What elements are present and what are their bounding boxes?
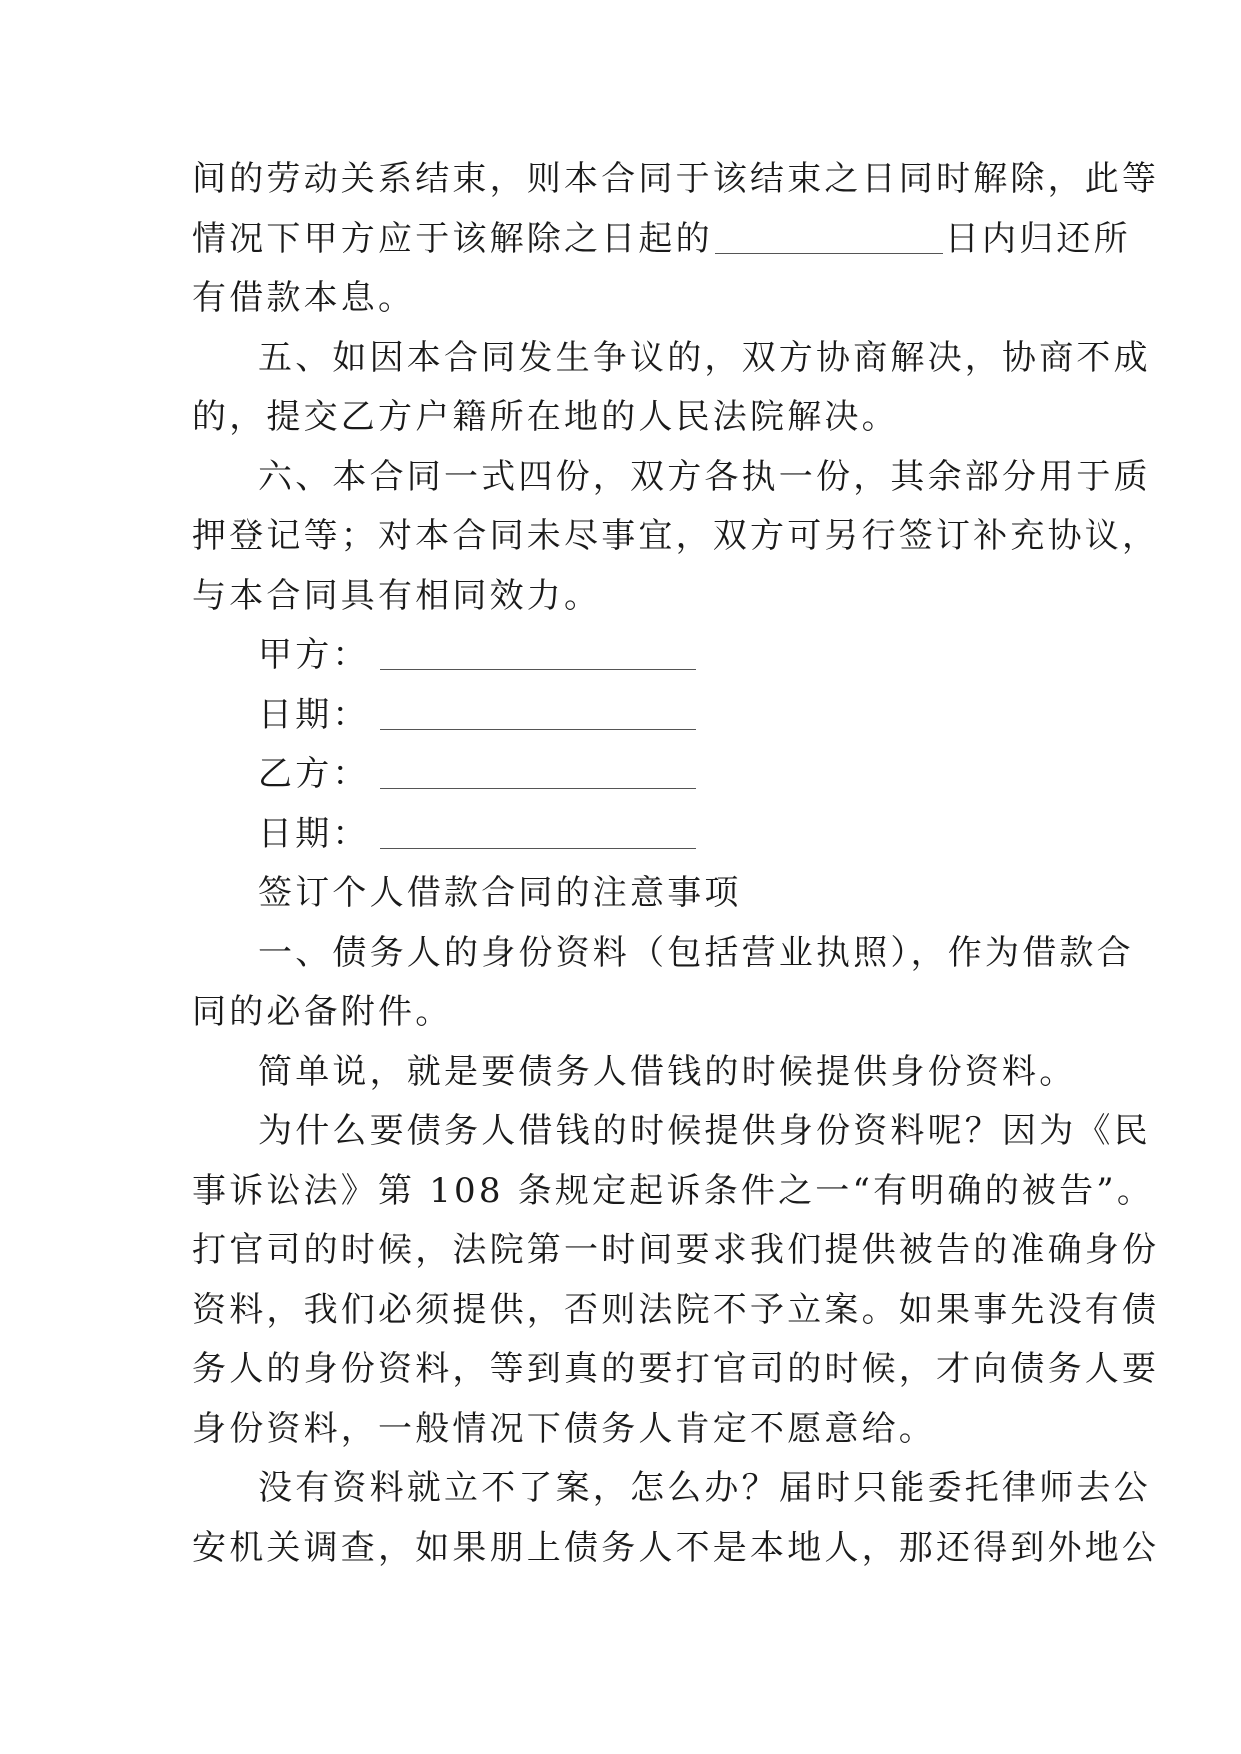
signature-label: 乙方： — [258, 754, 370, 794]
text-fragment: 日内归还所 — [944, 218, 1131, 259]
text-line: 押登记等；对本合同未尽事宜，双方可另行签订补充协议， — [192, 516, 1160, 556]
text-line: 事诉讼法》第 108 条规定起诉条件之一“有明确的被告”。 — [192, 1170, 1155, 1211]
signature-blank — [380, 639, 696, 670]
fill-in-blank-days — [715, 223, 943, 254]
signature-block — [192, 626, 1052, 864]
text-line: 安机关调查，如果朋上债务人不是本地人，那还得到外地公 — [192, 1527, 1160, 1568]
note-summary: 简单说，就是要债务人借钱的时候提供身份资料。 — [258, 1051, 1077, 1092]
signature-label: 甲方： — [258, 635, 370, 675]
text-line: 身份资料，一般情况下债务人肯定不愿意给。 — [192, 1408, 936, 1449]
signature-party-b — [192, 745, 1052, 805]
signature-label: 日期： — [258, 694, 370, 735]
text-line: 务人的身份资料，等到真的要打官司的时候，才向债务人要 — [192, 1349, 1160, 1389]
text-line: 同的必备附件。 — [192, 992, 453, 1032]
signature-date-b — [192, 805, 1052, 865]
text-line — [192, 210, 1131, 270]
text-line: 为什么要债务人借钱的时候提供身份资料呢？因为《民 — [258, 1111, 1151, 1151]
signature-blank — [380, 699, 696, 730]
text-line: 六、本合同一式四份，双方各执一份，其余部分用于质 — [258, 456, 1151, 497]
document-page — [192, 150, 1160, 1578]
signature-party-a — [192, 626, 1052, 686]
signature-date-a — [192, 686, 1052, 746]
text-line: 一、债务人的身份资料（包括营业执照），作为借款合 — [258, 932, 1134, 973]
text-line: 有借款本息。 — [192, 278, 416, 318]
text-line: 五、如因本合同发生争议的，双方协商解决，协商不成 — [258, 337, 1151, 378]
note-no-documents — [192, 1459, 1160, 1578]
text-line: 没有资料就立不了案，怎么办？届时只能委托律师去公 — [258, 1468, 1151, 1508]
signature-blank — [380, 758, 696, 789]
text-line: 与本合同具有相同效力。 — [192, 575, 602, 616]
text-line: 的，提交乙方户籍所在地的人民法院解决。 — [192, 397, 899, 437]
note-one — [192, 924, 1134, 1043]
clause-five — [192, 329, 1151, 448]
text-line: 间的劳动关系结束，则本合同于该结束之日同时解除，此等 — [192, 159, 1160, 199]
text-line: 资料，我们必须提供，否则法院不予立案。如果事先没有债 — [192, 1289, 1160, 1330]
section-title: 签订个人借款合同的注意事项 — [258, 873, 742, 913]
text-line: 打官司的时候，法院第一时间要求我们提供被告的准确身份 — [192, 1230, 1160, 1270]
signature-blank — [380, 818, 696, 849]
signature-label: 日期： — [258, 813, 370, 854]
note-explanation — [192, 1102, 1160, 1459]
clause-six — [192, 448, 1160, 627]
text-fragment: 情况下甲方应于该解除之日起的 — [192, 218, 713, 259]
paragraph-continuation — [192, 150, 1160, 329]
